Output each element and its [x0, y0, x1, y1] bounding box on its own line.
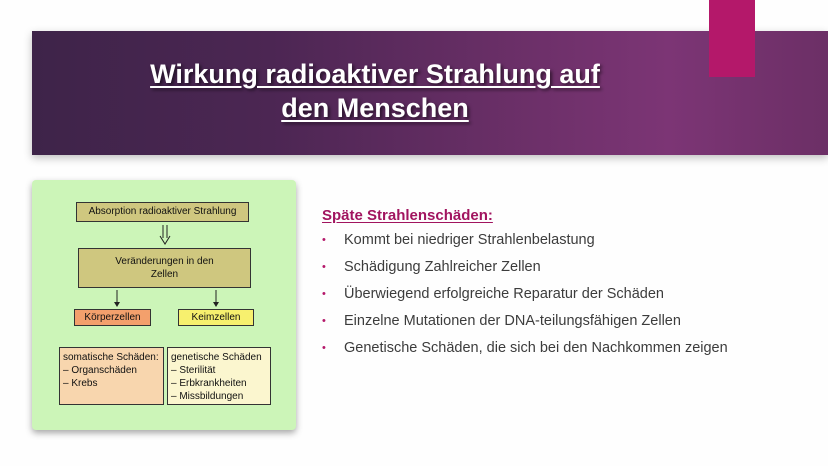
list-item — [322, 259, 762, 276]
slide-title-line-2: den Menschen — [281, 93, 469, 123]
bullet-icon: • — [322, 261, 326, 273]
double-arrow-down-icon — [158, 224, 172, 246]
list-item-text: Kommt bei niedriger Strahlenbelastung — [344, 232, 595, 248]
subheading: Späte Strahlenschäden: — [322, 207, 493, 224]
somatic-damage-box — [59, 347, 164, 405]
genetic-damage-title: genetische Schäden — [171, 352, 262, 363]
slide-title-line-1: Wirkung radioaktiver Strahlung auf — [150, 59, 600, 89]
cell-changes-line-2: Zellen — [150, 269, 179, 280]
accent-tab — [709, 0, 755, 77]
radiation-effects-diagram — [32, 180, 296, 430]
genetic-damage-item: – Erbkrankheiten — [171, 378, 247, 389]
slide-title — [72, 57, 678, 125]
cell-changes-line-1: Veränderungen in den — [115, 256, 214, 267]
list-item-text: Einzelne Mutationen der DNA-teilungsfähigen Zellen — [344, 313, 681, 329]
arrow-down-icon — [212, 290, 220, 308]
list-item — [322, 232, 762, 249]
somatic-damage-item: – Krebs — [63, 378, 98, 389]
list-item — [322, 313, 762, 330]
genetic-damage-item: – Missbildungen — [171, 391, 244, 402]
arrow-down-icon — [113, 290, 121, 308]
bullet-icon: • — [322, 342, 326, 354]
list-item-text: Schädigung Zahlreicher Zellen — [344, 259, 541, 275]
genetic-damage-box — [167, 347, 271, 405]
absorption-box: Absorption radioaktiver Strahlung — [76, 202, 249, 222]
list-item — [322, 286, 762, 303]
list-item-text: Genetische Schäden, die sich bei den Nachkommen zeigen — [344, 340, 728, 356]
genetic-damage-item: – Sterilität — [171, 365, 216, 376]
list-item — [322, 340, 762, 357]
somatic-damage-item: – Organschäden — [63, 365, 137, 376]
list-item-text: Überwiegend erfolgreiche Reparatur der Schäden — [344, 286, 664, 302]
content-area — [322, 207, 762, 367]
cell-changes-box — [78, 248, 251, 288]
bullet-icon: • — [322, 288, 326, 300]
bullet-icon: • — [322, 234, 326, 246]
bullet-icon: • — [322, 315, 326, 327]
bullet-list — [322, 232, 762, 357]
keimzellen-box: Keimzellen — [178, 309, 254, 326]
somatic-damage-title: somatische Schäden: — [63, 352, 159, 363]
koerperzellen-box: Körperzellen — [74, 309, 151, 326]
